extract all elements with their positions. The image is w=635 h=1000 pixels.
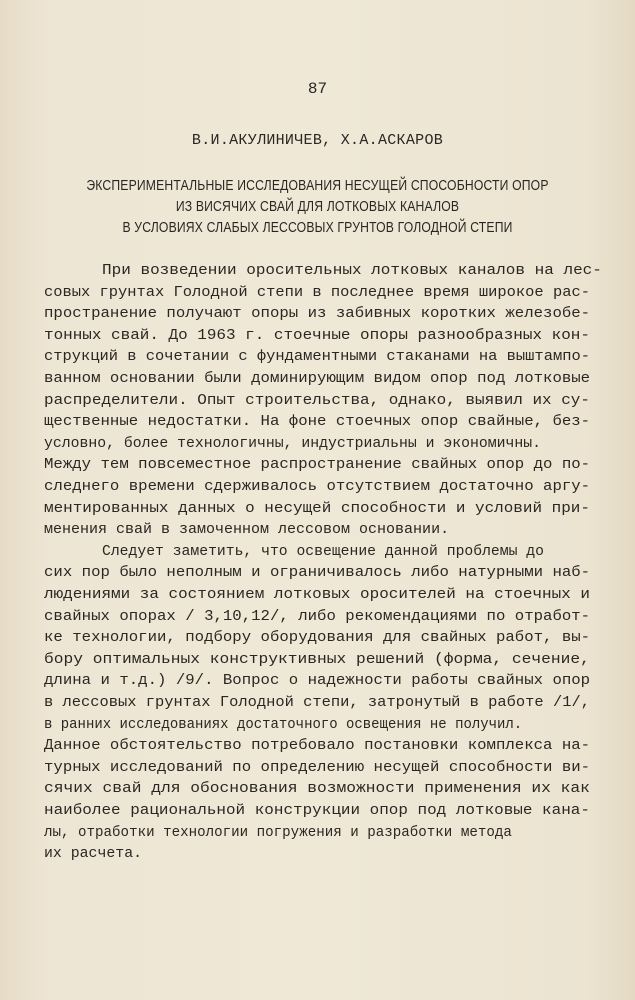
body-line: бору оптимальных конструктивных решений (форма, сечение, [44, 650, 590, 668]
body-line: менения свай в замоченном лессовом основании. [44, 521, 450, 539]
body-line: пространение получают опоры из забивных коротких железобе- [44, 305, 591, 323]
page-number: 87 [307, 80, 328, 98]
body-line: распределители. Опыт строительства, однако, выявил их су- [44, 391, 590, 409]
body-line: условно, более технологичны, индустриальны и экономичны. [44, 434, 542, 452]
body-line: сячих свай для обоснования возможности применения их как [44, 780, 590, 798]
body-line: наиболее рациональной конструкции опор под лотковые кана- [44, 802, 590, 819]
title-line: ЭКСПЕРИМЕНТАЛЬНЫЕ ИССЛЕДОВАНИЯ НЕСУЩЕЙ СПОСОБНОСТИ ОПОР [86, 178, 549, 194]
body-line: свайных опорах / 3,10,12/, либо рекомендациями по отработ- [44, 607, 591, 625]
body-line: тонных свай. До 1963 г. стоечные опоры разнообразных кон- [44, 326, 590, 344]
body-line: в ранних исследованиях достаточного освещения не получил. [44, 715, 523, 733]
body-line: турных исследований по определению несущей способности ви- [44, 758, 591, 776]
body-line: их расчета. [44, 845, 143, 863]
paragraph-first-line: Следует заметить, что освещение данной проблемы до [102, 542, 544, 560]
body-line: струкций в сочетании с фундаментными стаканами на выштампо- [44, 348, 590, 366]
body-line: ке технологии, подбору оборудования для свайных работ, вы- [44, 629, 591, 647]
body-line: щественные недостатки. На фоне стоечных опор свайные, без- [44, 413, 591, 431]
body-line: следнего времени сдерживалось отсутствием достаточно аргу- [44, 478, 591, 495]
body-line: лы, отработки технологии погружения и разработки метода [44, 823, 512, 841]
article-title [0, 176, 635, 239]
paragraph-first-line: При возведении оросительных лотковых каналов на лес- [102, 262, 602, 279]
body-line: людениями за состоянием лотковых оросителей на стоечных и [44, 586, 590, 603]
body-line: ванном основании были доминирующим видом опор под лотковые [44, 370, 591, 387]
body-line: длина и т.д.) /9/. Вопрос о надежности работы свайных опор [44, 672, 591, 690]
authors: В.И.АКУЛИНИЧЕВ, Х.А.АСКАРОВ [191, 132, 444, 149]
title-line: В УСЛОВИЯХ СЛАБЫХ ЛЕССОВЫХ ГРУНТОВ ГОЛОДНОЙ СТЕПИ [122, 220, 513, 236]
body-line: в лессовых грунтах Голодной степи, затронутый в работе /1/, [44, 694, 590, 711]
body-line: сих пор было неполным и ограничивалось либо натурными наб- [44, 564, 591, 582]
body-line: совых грунтах Голодной степи в последнее время широкое рас- [44, 283, 590, 301]
body-line: Между тем повсеместное распространение свайных опор до по- [44, 456, 591, 474]
body-line: Данное обстоятельство потребовало постановки комплекса на- [44, 737, 591, 755]
body-line: ментированных данных о несущей способности и условий при- [44, 499, 590, 517]
title-line: ИЗ ВИСЯЧИХ СВАЙ ДЛЯ ЛОТКОВЫХ КАНАЛОВ [175, 199, 460, 215]
